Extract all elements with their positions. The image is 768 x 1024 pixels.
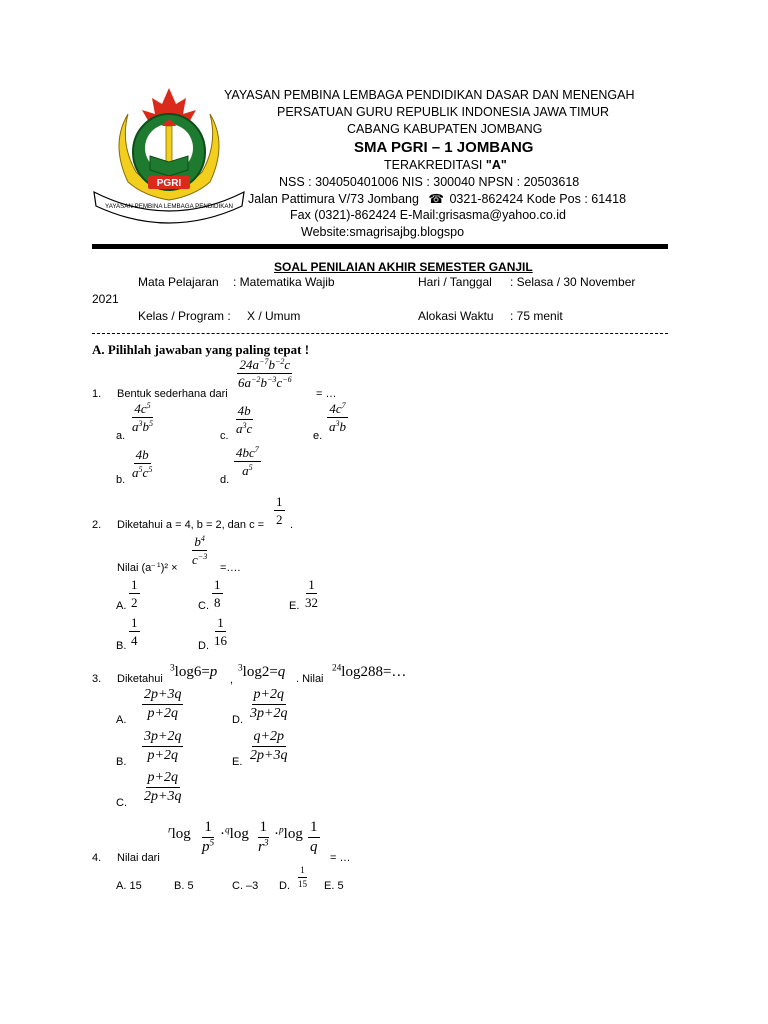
accreditation-value: "A"	[485, 158, 507, 172]
q4-option-b[interactable]: B. 5	[174, 880, 194, 892]
q4-option-c[interactable]: C. –3	[232, 880, 259, 892]
q4-option-d-label: D.	[279, 880, 290, 892]
address-phone: 0321-862424 Kode Pos : 61418	[449, 192, 627, 206]
logo-pgri-text: PGRI	[156, 178, 182, 189]
q4-option-e[interactable]: E. 5	[324, 880, 344, 892]
q2-nilai-exp: – 1	[151, 561, 161, 569]
q3-option-a[interactable]: $\frac{2p+3q}{p+2q}$	[144, 687, 182, 721]
q1-text: Bentuk sederhana dari	[117, 388, 228, 400]
phone-icon: ☎	[428, 192, 444, 206]
accreditation	[384, 158, 507, 172]
q1-option-d[interactable]: $\frac{4bc^7}{a^5}$	[236, 445, 259, 478]
header-line1: YAYASAN PEMBINA LEMBAGA PENDIDIKAN DASAR DAN MENENGAH	[224, 88, 635, 102]
q3-option-d[interactable]: $\frac{p+2q}{3p+2q}$	[250, 687, 288, 721]
day-label: Hari / Tanggal	[418, 275, 492, 289]
q1-option-a[interactable]: $\frac{4c^5}{a^3b^5}$	[132, 401, 154, 434]
q2-option-b[interactable]: $\frac{1}{4}$	[131, 615, 138, 648]
q4-option-a[interactable]: A. 15	[116, 880, 142, 892]
pgri-emblem-icon	[88, 84, 250, 224]
class-value: X / Umum	[247, 309, 301, 323]
logo-ring-text: YAYASAN PEMBINA LEMBAGA PENDIDIKAN	[105, 203, 233, 210]
q3-option-e[interactable]: $\frac{q+2p}{2p+3q}$	[250, 729, 288, 763]
school-name: SMA PGRI – 1 JOMBANG	[354, 139, 534, 156]
q4-option-d[interactable]: $\frac{1}{15}$	[298, 865, 307, 889]
subject-value: : Matematika Wajib	[233, 275, 335, 289]
q1-option-c[interactable]: $\frac{4b}{a^3c}$	[236, 403, 253, 436]
q1-expression: $\frac{24a^{-7}b^{-2}c}{6a^{-2}b^{-3}c^{-6}}$	[238, 357, 292, 390]
q2-option-a[interactable]: $\frac{1}{2}$	[131, 577, 138, 610]
q2-number: 2.	[92, 519, 102, 531]
q3-given-2: $^3$log2=q	[238, 663, 286, 680]
q3-sep: ,	[230, 674, 234, 686]
header-line2: PERSATUAN GURU REPUBLIK INDONESIA JAWA TIMUR	[277, 105, 610, 119]
q1-option-b-label: b.	[116, 474, 126, 486]
q3-number: 3.	[92, 673, 102, 685]
header-divider	[92, 244, 668, 249]
q1-number: 1.	[92, 388, 102, 400]
school-contact: Fax (0321)-862424 E-Mail:grisasma@yahoo.co.id	[290, 208, 567, 222]
q3-option-a-label: A.	[116, 714, 127, 726]
q3-nilai: . Nilai	[296, 673, 324, 685]
subject-label: Mata Pelajaran	[138, 275, 219, 289]
q3-target: $^{24}$log288=…	[332, 663, 407, 680]
q1-option-d-label: d.	[220, 474, 230, 486]
time-label: Alokasi Waktu	[418, 309, 494, 323]
q1-option-c-label: c.	[220, 430, 229, 442]
q3-option-c[interactable]: $\frac{p+2q}{2p+3q}$	[144, 770, 182, 804]
q4-expression: $^r$log $\frac{1}{p^5}$ ·$^q$log $\frac{1}{r^3}$ ·$^p$log $\frac{1}{q}$	[168, 819, 318, 855]
school-website: Website:smagrisajbg.blogspo	[301, 225, 465, 239]
q2-c-value: $\frac{1}{2}$	[276, 494, 283, 527]
q2-option-d-label: D.	[198, 640, 209, 652]
q1-option-e-label: e.	[313, 430, 323, 442]
class-label: Kelas / Program :	[138, 309, 231, 323]
q2-tail: =….	[220, 562, 241, 574]
q1-option-a-label: a.	[116, 430, 126, 442]
q2-option-d[interactable]: $\frac{1}{16}$	[214, 615, 227, 648]
accreditation-label: TERAKREDITASI	[384, 158, 483, 172]
q2-option-b-label: B.	[116, 640, 127, 652]
exam-title: SOAL PENILAIAN AKHIR SEMESTER GANJIL	[274, 260, 533, 274]
q2-nilai-text: Nilai (a	[117, 562, 152, 574]
q2-option-c[interactable]: $\frac{1}{8}$	[214, 577, 221, 610]
q2-expression: $\frac{b^4}{c^{-3}}$	[192, 534, 208, 567]
q2-option-c-label: C.	[198, 600, 209, 612]
q2-option-a-label: A.	[116, 600, 127, 612]
q3-option-b[interactable]: $\frac{3p+2q}{p+2q}$	[144, 729, 182, 763]
q2-nilai	[117, 562, 178, 574]
q2-option-e-label: E.	[289, 600, 300, 612]
q4-text: Nilai dari	[117, 852, 160, 864]
q2-text: Diketahui a = 4, b = 2, dan c =	[117, 519, 265, 531]
pgri-logo	[88, 84, 250, 224]
q1-tail: = …	[316, 388, 337, 400]
exam-year: 2021	[92, 292, 119, 306]
address-street: Jalan Pattimura V/73 Jombang	[248, 192, 419, 206]
q3-option-c-label: C.	[116, 797, 127, 809]
time-value: : 75 menit	[510, 309, 563, 323]
q3-option-b-label: B.	[116, 756, 127, 768]
day-value: : Selasa / 30 November	[510, 275, 636, 289]
q4-number: 4.	[92, 852, 102, 864]
q3-text: Diketahui	[117, 673, 163, 685]
q2-option-e[interactable]: $\frac{1}{32}$	[305, 577, 318, 610]
q4-tail: = …	[330, 852, 351, 864]
school-ids: NSS : 304050401006 NIS : 300040 NPSN : 20503618	[279, 175, 580, 189]
q1-option-e[interactable]: $\frac{4c^7}{a^3b}$	[329, 401, 347, 434]
q1-option-b[interactable]: $\frac{4b}{a^5c^5}$	[132, 447, 153, 480]
q3-option-e-label: E.	[232, 756, 243, 768]
school-address	[248, 191, 626, 206]
q2-dot: .	[290, 519, 294, 531]
q3-given-1: $^3$log6=p	[170, 663, 218, 680]
q3-option-d-label: D.	[232, 714, 243, 726]
section-a-heading: A. Pilihlah jawaban yang paling tepat !	[92, 342, 310, 357]
q2-nilai-tail: )² ×	[160, 562, 178, 574]
header-line3: CABANG KABUPATEN JOMBANG	[347, 122, 543, 136]
info-divider	[92, 333, 668, 334]
